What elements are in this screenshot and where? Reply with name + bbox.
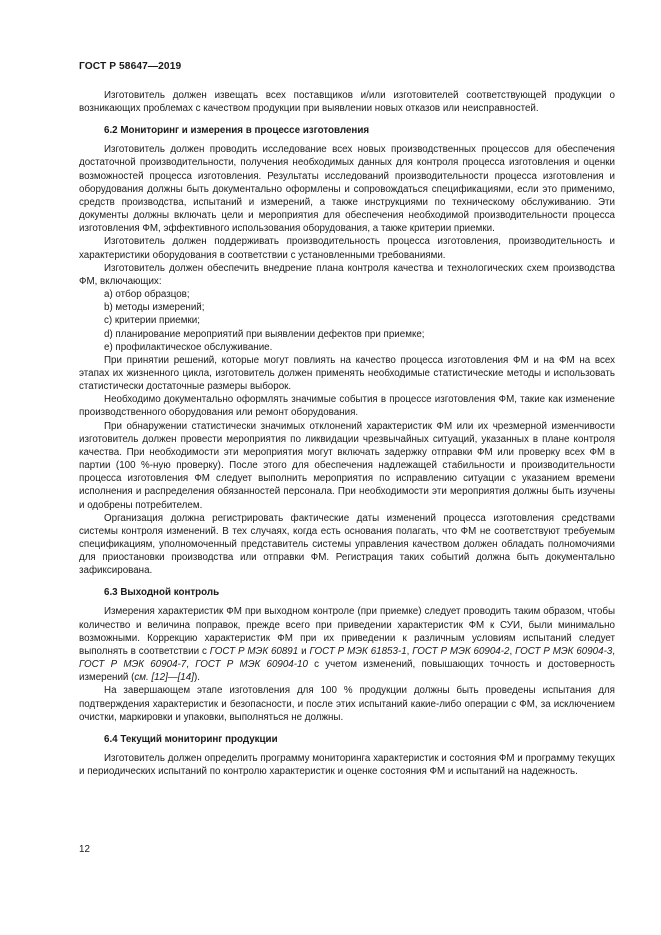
text-run: , [186, 659, 196, 671]
text-run: с учетом изменений, повышающих точность и достоверность измерений ( [79, 659, 615, 684]
paragraph: Изготовитель должен поддерживать производительность процесса изготовления, производительность и характеристики оборудования в соответствии с установленными требованиями. [79, 236, 615, 261]
requirements-list [79, 288, 615, 354]
paragraph: При принятии решений, которые могут повлиять на качество процесса изготовления ФМ и на ФМ на всех этапах их жизненного цикла, изготовитель должен применять необходимые статистические методы и использовать статистически достаточные размеры выборок. [79, 354, 615, 393]
bibliography-reference: см. [12]—[14] [134, 672, 194, 684]
text-run: , [612, 645, 616, 657]
paragraph: Изготовитель должен определить программу мониторинга характеристик и состояния ФМ и программу текущих и периодических испытаний по контролю характеристик и оценке состояния ФМ и испытаний на надежность. [79, 752, 615, 778]
document-body [79, 89, 615, 778]
text-run: ). [193, 672, 200, 684]
text-run: Измерения характеристик ФМ при выходном контроле (при приемке) следует проводить таким образом, чтобы количество и величина поправок, прежде всего при приведении характеристик ФМ к СУИ, были минимально возможными. Коррекцию характеристик ФМ при их приведении к различным условиям испытаний следует выполнять в соответствии с [79, 606, 615, 657]
list-item: a) отбор образцов; [104, 289, 190, 301]
paragraph: Изготовитель должен проводить исследование всех новых производственных процессов для обеспечения достаточной производительности, получения необходимых данных для контроля процесса изготовления и оценки возможностей процесса изготовления. Результаты исследований производительности процесса изготовления и оборудования должны быть документально оформлены и сопровождаться спецификациями, если это применимо, средств производства, испытаний и измерений, а также инструкциями по техническому обслуживанию. Эти документы должны включать цели и мероприятия для обеспечения необходимой производительности процесса изготовления ФМ, эффективного использования оборудования, а также критерии приемки. [79, 144, 615, 235]
list-item: b) методы измерений; [104, 302, 205, 314]
section-title-6-4: 6.4 Текущий мониторинг продукции [104, 733, 278, 745]
list-item: c) критерии приемки; [104, 315, 200, 327]
standard-reference: ГОСТ Р МЭК 61853-1 [309, 645, 407, 657]
text-run: , [406, 645, 413, 657]
list-item: e) профилактическое обслуживание. [104, 341, 273, 353]
paragraph: Организация должна регистрировать фактические даты изменений процесса изготовления средствами системы контроля изменений. В тех случаях, когда есть основания полагать, что ФМ не соответствуют требуемым спецификациям, уполномоченный представитель системы управления качеством должен обладать полномочиями для приостановки производства или отправки ФМ. Регистрация таких событий должна быть документально зафиксирована. [79, 512, 615, 577]
page-number: 12 [79, 844, 90, 855]
section-title-6-2: 6.2 Мониторинг и измерения в процессе изготовления [104, 125, 370, 137]
text-run: , [509, 645, 516, 657]
standard-reference: ГОСТ Р МЭК 60904-2 [412, 645, 510, 657]
paragraph: Изготовитель должен извещать всех поставщиков и/или изготовителей соответствующей продукции о возникающих проблемах с качеством продукции при выявлении новых отказов или неисправностей. [79, 90, 615, 115]
paragraph: Необходимо документально оформлять значимые события в процессе изготовления ФМ, такие как изменение производственного оборудования или ремонт оборудования. [79, 394, 615, 419]
standard-reference: ГОСТ Р МЭК 60904-10 [195, 659, 308, 671]
paragraph: Изготовитель должен обеспечить внедрение плана контроля качества и технологических схем производства ФМ, включающих: [79, 262, 615, 287]
paragraph: При обнаружении статистически значимых отклонений характеристик ФМ или их чрезмерной изменчивости изготовитель должен провести мероприятия по ликвидации чрезвычайных ситуаций, указанных в плане контроля качества. При необходимости эти мероприятия могут включать задержку отправки ФМ или проверку всех ФМ в партии (100 %-ную проверку). После этого для обеспечения надлежащей стабильности и производительности процесса изготовления ФМ следует выполнить мероприятия по исправлению ситуации с указанием времени исполнения и распределения обязанностей персонала. При необходимости эти мероприятия должны быть изучены и одобрены потребителем. [79, 420, 615, 511]
text-run: и [298, 645, 310, 657]
paragraph [79, 605, 615, 684]
list-item: d) планирование мероприятий при выявлении дефектов при приемке; [104, 328, 425, 340]
standard-reference: ГОСТ Р МЭК 60904-3 [515, 645, 613, 657]
section-title-6-3: 6.3 Выходной контроль [104, 587, 220, 599]
paragraph: На завершающем этапе изготовления для 100 % продукции должны быть проведены испытания для подтверждения характеристик и безопасности, и после этих испытаний какие-либо операции с ФМ, за исключением очистки, маркировки и упаковки, выполняться не должны. [79, 685, 615, 723]
standard-reference: ГОСТ Р МЭК 60891 [209, 645, 299, 657]
standard-header: ГОСТ Р 58647—2019 [79, 61, 182, 72]
standard-reference: ГОСТ Р МЭК 60904-7 [79, 659, 187, 671]
